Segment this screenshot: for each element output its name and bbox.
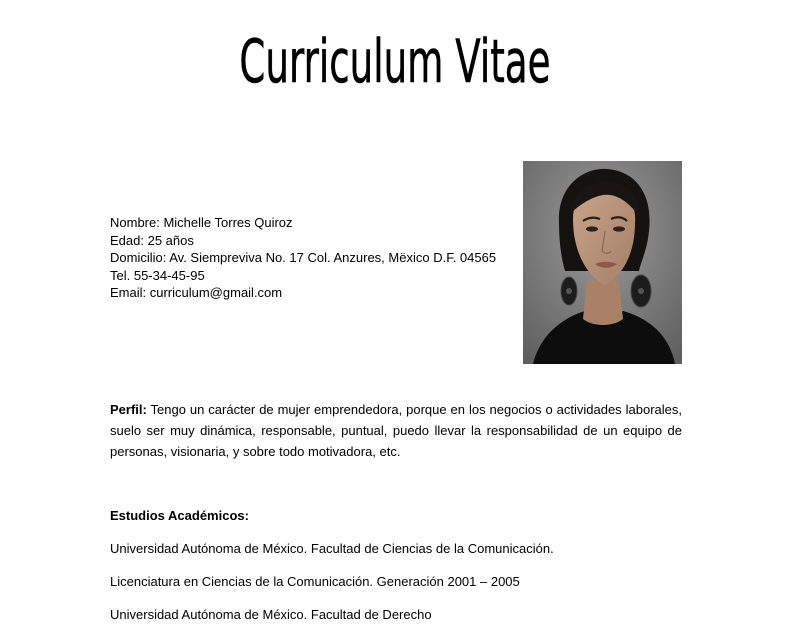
contact-edad: Edad: 25 años	[110, 232, 194, 248]
estudio-item: Licenciatura en Ciencias de la Comunicación. Generación 2001 – 2005	[110, 574, 520, 589]
estudios-heading: Estudios Académicos:	[110, 508, 249, 523]
estudio-item: Universidad Autónoma de México. Facultad de Ciencias de la Comunicación.	[110, 541, 554, 556]
estudio-item: Universidad Autónoma de México. Facultad de Derecho	[110, 607, 432, 622]
contact-info	[110, 214, 496, 302]
contact-tel: Tel. 55-34-45-95	[110, 267, 205, 283]
perfil-text: Tengo un carácter de mujer emprendedora, porque en los negocios o actividades laborales, suelo ser muy dinámica, responsable, puntual, puedo llevar la responsabilidad de un equipo de personas, visionaria, y sobre todo motivadora, etc.	[110, 402, 682, 459]
perfil-paragraph	[110, 399, 682, 462]
page-title: Curriculum Vitae	[239, 27, 551, 97]
contact-domicilio: Domicilio: Av. Siempreviva No. 17 Col. Anzures, Mëxico D.F. 04565	[110, 250, 497, 265]
contact-nombre: Nombre: Michelle Torres Quiroz	[110, 215, 293, 230]
contact-email: Email: curriculum@gmail.com	[110, 285, 283, 300]
perfil-label: Perfil:	[110, 402, 147, 417]
profile-photo	[523, 161, 682, 364]
